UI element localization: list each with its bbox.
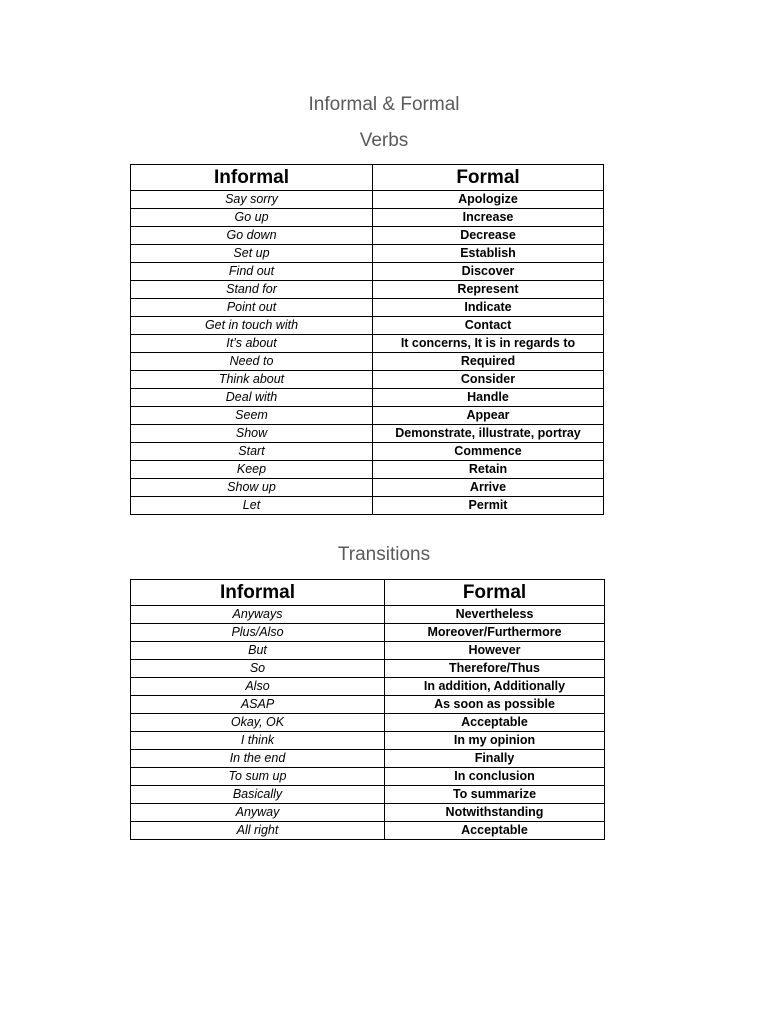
table-row [131,353,604,371]
formal-cell: Decrease [373,227,604,245]
verbs-header-formal: Formal [373,165,604,191]
formal-cell: Moreover/Furthermore [385,624,605,642]
table-row [131,227,604,245]
formal-cell: Retain [373,461,604,479]
informal-cell: Show up [131,479,373,497]
table-row [131,245,604,263]
informal-cell: It’s about [131,335,373,353]
informal-cell: Anyway [131,804,385,822]
table-row [131,209,604,227]
table-row [131,263,604,281]
table-row [131,606,605,624]
formal-cell: Contact [373,317,604,335]
table-row [131,317,604,335]
formal-cell: Nevertheless [385,606,605,624]
informal-cell: Also [131,678,385,696]
informal-cell: So [131,660,385,678]
informal-cell: Stand for [131,281,373,299]
informal-cell: Seem [131,407,373,425]
formal-cell: Appear [373,407,604,425]
informal-cell: Plus/Also [131,624,385,642]
table-row [131,624,605,642]
table-row [131,497,604,515]
formal-cell: Acceptable [385,822,605,840]
informal-cell: Point out [131,299,373,317]
verbs-table-body [131,191,604,515]
informal-cell: In the end [131,750,385,768]
informal-cell: Find out [131,263,373,281]
table-row [131,768,605,786]
formal-cell: It concerns, It is in regards to [373,335,604,353]
formal-cell: Discover [373,263,604,281]
verbs-header-informal: Informal [131,165,373,191]
table-row [131,443,604,461]
transitions-table [130,579,605,840]
verbs-header-row [131,165,604,191]
formal-cell: Consider [373,371,604,389]
transitions-header-row [131,580,605,606]
informal-cell: Need to [131,353,373,371]
informal-cell: Go up [131,209,373,227]
informal-cell: But [131,642,385,660]
formal-cell: To summarize [385,786,605,804]
table-row [131,425,604,443]
informal-cell: All right [131,822,385,840]
formal-cell: Establish [373,245,604,263]
page-title: Informal & Formal [308,94,460,115]
informal-cell: Go down [131,227,373,245]
table-row [131,678,605,696]
informal-cell: Start [131,443,373,461]
transitions-table-body [131,606,605,840]
informal-cell: Think about [131,371,373,389]
verbs-section-title: Verbs [359,130,409,151]
informal-cell: Anyways [131,606,385,624]
informal-cell: Let [131,497,373,515]
table-row [131,750,605,768]
formal-cell: Arrive [373,479,604,497]
table-row [131,191,604,209]
table-row [131,281,604,299]
informal-cell: Say sorry [131,191,373,209]
informal-cell: To sum up [131,768,385,786]
formal-cell: Represent [373,281,604,299]
informal-cell: Basically [131,786,385,804]
formal-cell: In conclusion [385,768,605,786]
formal-cell: Handle [373,389,604,407]
formal-cell: As soon as possible [385,696,605,714]
table-row [131,804,605,822]
formal-cell: Notwithstanding [385,804,605,822]
informal-cell: I think [131,732,385,750]
informal-cell: Okay, OK [131,714,385,732]
informal-cell: Show [131,425,373,443]
formal-cell: Commence [373,443,604,461]
table-row [131,822,605,840]
formal-cell: In addition, Additionally [385,678,605,696]
table-row [131,371,604,389]
table-row [131,389,604,407]
formal-cell: Demonstrate, illustrate, portray [373,425,604,443]
table-row [131,461,604,479]
informal-cell: Get in touch with [131,317,373,335]
informal-cell: ASAP [131,696,385,714]
formal-cell: Therefore/Thus [385,660,605,678]
informal-cell: Set up [131,245,373,263]
table-row [131,335,604,353]
formal-cell: However [385,642,605,660]
table-row [131,732,605,750]
table-row [131,660,605,678]
table-row [131,714,605,732]
table-row [131,786,605,804]
formal-cell: Indicate [373,299,604,317]
transitions-section-title: Transitions [337,544,431,565]
informal-cell: Deal with [131,389,373,407]
formal-cell: Permit [373,497,604,515]
transitions-header-informal: Informal [131,580,385,606]
formal-cell: Increase [373,209,604,227]
formal-cell: Finally [385,750,605,768]
verbs-table [130,164,604,515]
formal-cell: In my opinion [385,732,605,750]
formal-cell: Apologize [373,191,604,209]
informal-cell: Keep [131,461,373,479]
formal-cell: Acceptable [385,714,605,732]
table-row [131,642,605,660]
formal-cell: Required [373,353,604,371]
table-row [131,299,604,317]
transitions-header-formal: Formal [385,580,605,606]
table-row [131,696,605,714]
table-row [131,407,604,425]
table-row [131,479,604,497]
